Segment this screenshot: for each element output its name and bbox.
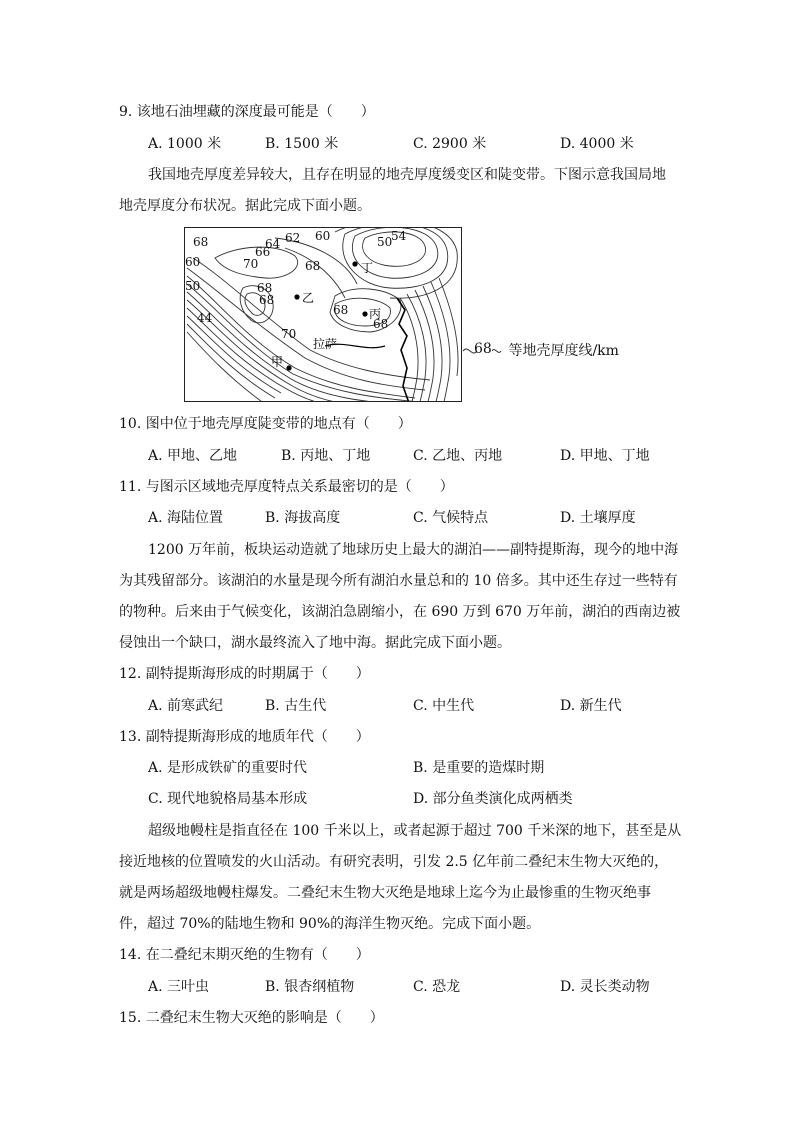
legend-value: 68 <box>474 341 492 357</box>
passage2-line2: 为其残留部分。该湖泊的水量是现今所有湖泊水量总和的 10 倍多。其中还生存过一些特有 <box>119 573 678 589</box>
q13-option-c[interactable]: C. 现代地貌格局基本形成 <box>148 791 308 807</box>
passage3-line4: 件，超过 70%的陆地生物和 90%的海洋生物灭绝。完成下面小题。 <box>119 916 541 932</box>
question-11-stem: 11. 与图示区域地壳厚度特点关系最密切的是（ ） <box>119 479 454 495</box>
contour-label: 68 <box>333 303 349 317</box>
contour-label: 60 <box>315 229 331 243</box>
q12-option-d[interactable]: D. 新生代 <box>560 698 622 714</box>
contour-label: 50 <box>377 235 393 249</box>
question-14-stem: 14. 在二叠纪末期灭绝的生物有（ ） <box>119 947 370 963</box>
legend-text: 等地壳厚度线/km <box>508 343 619 359</box>
q10-option-d[interactable]: D. 甲地、丁地 <box>560 448 650 464</box>
q10-option-b[interactable]: B. 丙地、丁地 <box>281 448 371 464</box>
q12-option-a[interactable]: A. 前寒武纪 <box>148 698 224 714</box>
point-ding-label: 丁 <box>361 261 374 275</box>
question-13-stem: 13. 副特提斯海形成的地质年代（ ） <box>119 729 370 745</box>
passage2-line1: 1200 万年前，板块运动造就了地球历史上最大的湖泊——副特提斯海，现今的地中海 <box>148 542 679 558</box>
q13-option-a[interactable]: A. 是形成铁矿的重要时代 <box>148 760 308 776</box>
crust-thickness-map <box>184 227 462 402</box>
passage3-line2: 接近地核的位置喷发的火山活动。有研究表明，引发 2.5 亿年前二叠纪末生物大灭绝的， <box>119 854 669 870</box>
q13-option-b[interactable]: B. 是重要的造煤时期 <box>413 760 545 776</box>
contour-label: 50 <box>185 279 201 293</box>
contour-label: 60 <box>185 255 201 269</box>
q12-option-c[interactable]: C. 中生代 <box>413 698 475 714</box>
contour-label: 70 <box>243 257 259 271</box>
contour-label: 62 <box>285 231 301 245</box>
passage1-line2: 地壳厚度分布状况。据此完成下面小题。 <box>119 198 371 214</box>
point-jia-label: 甲 <box>271 355 284 369</box>
question-15-stem: 15. 二叠纪末生物大灭绝的影响是（ ） <box>119 1010 384 1026</box>
q11-option-a[interactable]: A. 海陆位置 <box>148 510 224 526</box>
passage3-line3: 就是两场超级地幔柱爆发。二叠纪末生物大灭绝是地球上迄今为止最惨重的生物灭绝事 <box>119 885 651 901</box>
q13-option-d[interactable]: D. 部分鱼类演化成两栖类 <box>413 791 573 807</box>
contour-label: 70 <box>281 327 297 341</box>
contour-label: 44 <box>197 311 213 325</box>
q14-option-d[interactable]: D. 灵长类动物 <box>560 979 650 995</box>
q9-option-d[interactable]: D. 4000 米 <box>560 136 634 152</box>
q9-option-a[interactable]: A. 1000 米 <box>148 136 222 152</box>
contour-label: 68 <box>259 293 275 307</box>
q9-option-b[interactable]: B. 1500 米 <box>265 136 339 152</box>
contour-label: 68 <box>193 235 209 249</box>
contour-lines <box>187 228 458 402</box>
q14-option-b[interactable]: B. 银杏纲植物 <box>265 979 355 995</box>
point-yi-label: 乙 <box>302 291 315 305</box>
q11-option-c[interactable]: C. 气候特点 <box>413 510 489 526</box>
contour-label: 68 <box>257 281 273 295</box>
q12-option-b[interactable]: B. 古生代 <box>265 698 327 714</box>
q10-option-c[interactable]: C. 乙地、丙地 <box>413 448 503 464</box>
contour-label: 68 <box>305 259 321 273</box>
passage2-line4: 侵蚀出一个缺口，湖水最终流入了地中海。据此完成下面小题。 <box>119 635 511 651</box>
contour-label: 54 <box>391 229 407 243</box>
q11-option-b[interactable]: B. 海拔高度 <box>265 510 341 526</box>
passage1-line1: 我国地壳厚度差异较大，且存在明显的地壳厚度缓变区和陡变带。下图示意我国局地 <box>148 167 666 183</box>
point-bing-label: 丙 <box>369 307 382 321</box>
q11-option-d[interactable]: D. 土壤厚度 <box>560 510 636 526</box>
map-legend <box>462 340 619 360</box>
passage3-line1: 超级地幔柱是指直径在 100 千米以上，或者起源于超过 700 千米深的地下，甚至是从 <box>148 823 682 839</box>
question-9-stem: 9. 该地石油埋藏的深度最可能是（ ） <box>119 104 375 120</box>
contour-label: 64 <box>265 237 281 251</box>
passage2-line3: 的物种。后来由于气候变化，该湖泊急剧缩小，在 690 万到 670 万年前，湖泊的西南边被 <box>119 604 681 620</box>
q9-option-c[interactable]: C. 2900 米 <box>413 136 487 152</box>
question-10-stem: 10. 图中位于地壳厚度陡变带的地点有（ ） <box>119 416 412 432</box>
q10-option-a[interactable]: A. 甲地、乙地 <box>148 448 238 464</box>
contour-label: 68 <box>373 317 389 331</box>
q14-option-c[interactable]: C. 恐龙 <box>413 979 461 995</box>
city-lhasa-label: 拉萨 <box>313 337 338 351</box>
question-12-stem: 12. 副特提斯海形成的时期属于（ ） <box>119 666 370 682</box>
contour-label: 66 <box>255 245 271 259</box>
q14-option-a[interactable]: A. 三叶虫 <box>148 979 210 995</box>
